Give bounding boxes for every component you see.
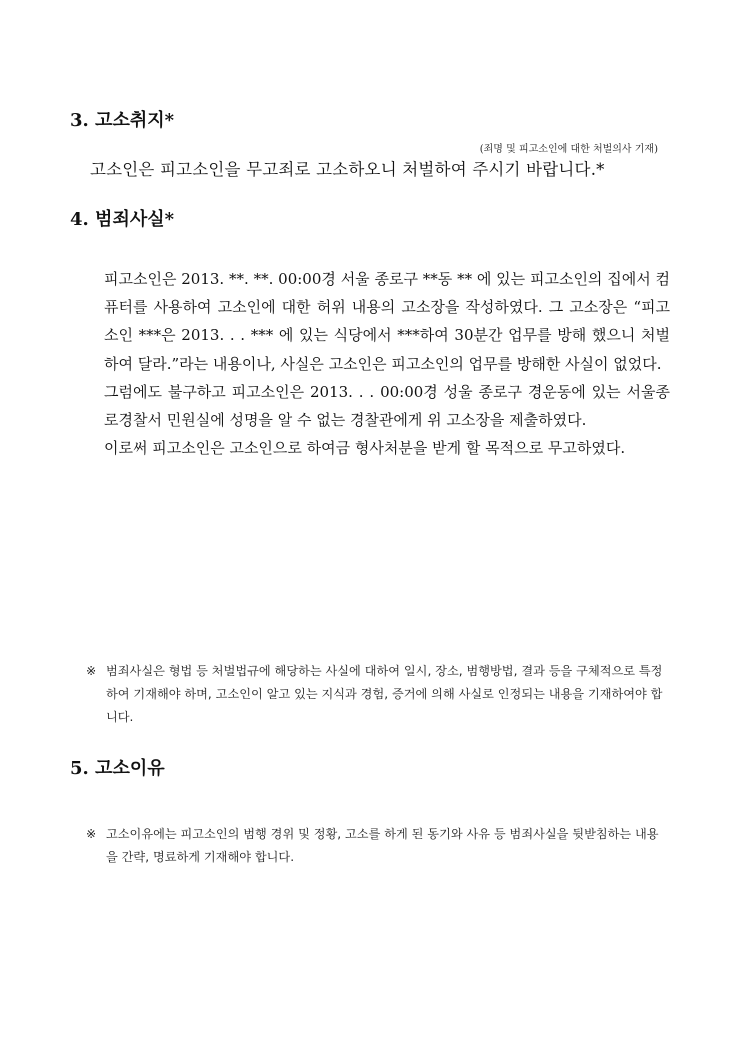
facts-paragraph-1: 피고소인은 2013. **. **. 00:00경 서울 종로구 **동 ** 에 있는 피고소인의 집에서 컴퓨터를 사용하여 고소인에 대한 허위 내용의 고소장을 작성하였다. 그 고소장은 “피고소인 ***은 2013. . . *** 에 있는 식당에서 ***하여 30분간 업무를 방해 했으니 처벌하여 달라.”라는 내용이나, 사실은 고소인은 피고소인의 업무를 방해한 사실이 없었다.: [104, 270, 670, 373]
notice-mark: ※: [86, 827, 97, 841]
section-5-notice: [86, 823, 666, 869]
section-5-notice-text: 고소이유에는 피고소인의 범행 경위 및 정황, 고소를 하게 된 동기와 사유 등 범죄사실을 뒷받침하는 내용을 간략, 명료하게 기재해야 합니다.: [106, 827, 659, 864]
complaint-purpose-text: 고소인은 피고소인을 무고죄로 고소하오니 처벌하여 주시기 바랍니다.*: [90, 160, 605, 179]
criminal-facts-body: [104, 265, 670, 462]
section-4-notice-text: 범죄사실은 형법 등 처벌법규에 해당하는 사실에 대하여 일시, 장소, 범행방법, 결과 등을 구체적으로 특정하여 기재해야 하며, 고소인이 알고 있는 지식과 경험, 증거에 의해 사실로 인정되는 내용을 기재하여야 합니다.: [106, 664, 663, 724]
section-3-title: 3. 고소취지*: [70, 110, 175, 131]
notice-mark: ※: [86, 664, 97, 678]
section-5-title: 5. 고소이유: [70, 758, 165, 779]
facts-paragraph-3: 이로써 피고소인은 고소인으로 하여금 형사처분을 받게 할 목적으로 무고하였다.: [104, 439, 626, 458]
facts-paragraph-2: 그럼에도 불구하고 피고소인은 2013. . . 00:00경 성울 종로구 경운동에 있는 서울종로경찰서 민원실에 성명을 알 수 없는 경찰관에게 위 고소장을 제출하였다.: [104, 382, 670, 430]
section-4-notice: [86, 660, 666, 729]
section-4-title: 4. 범죄사실*: [70, 209, 175, 230]
section-3-note: (죄명 및 피고소인에 대한 처벌의사 기재): [479, 144, 658, 155]
